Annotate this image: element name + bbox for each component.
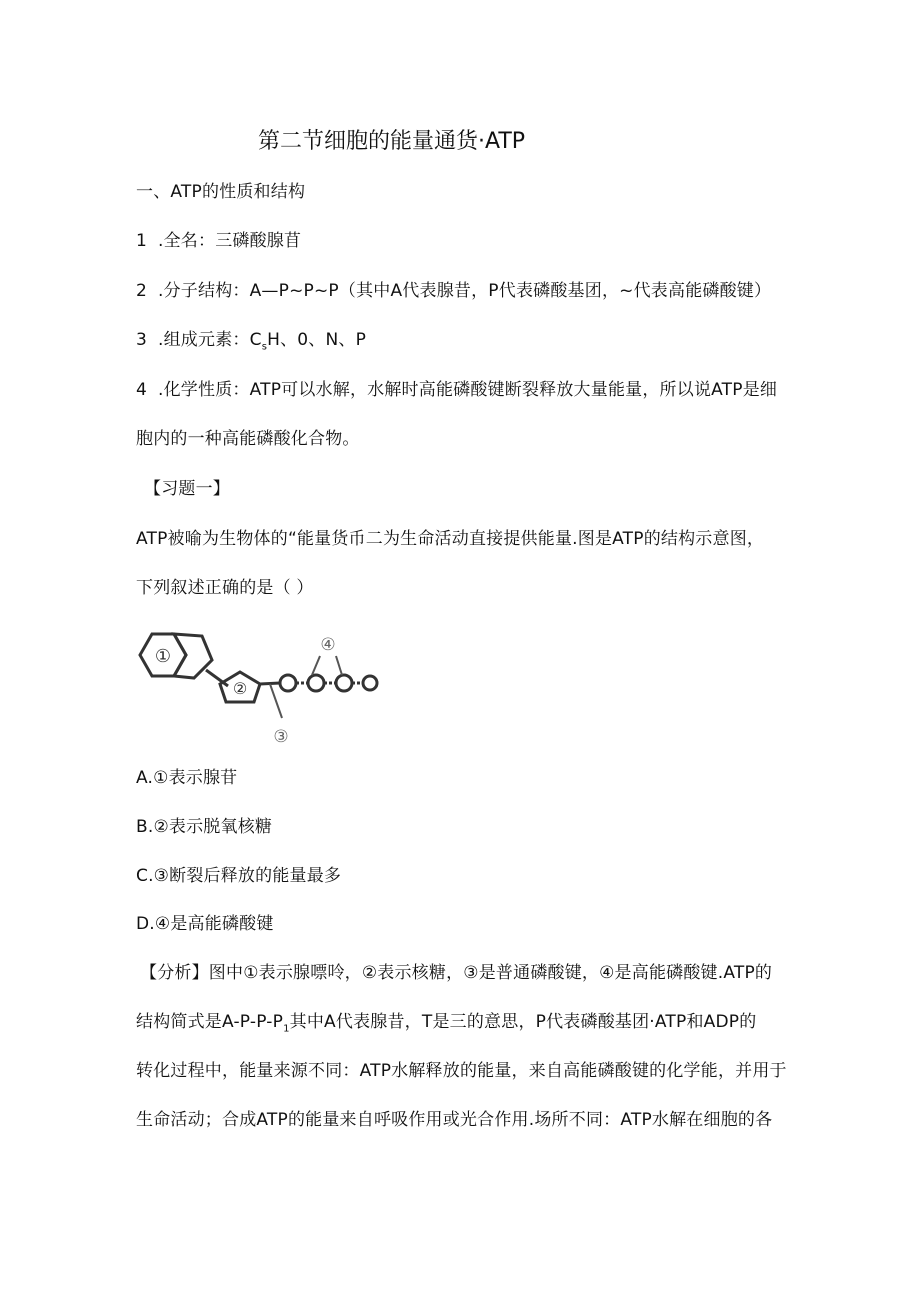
item-text: .组成元素：C — [158, 330, 262, 350]
option-b: B.②表示脱氧核糖 — [136, 817, 273, 837]
question-line-2: 下列叙述正确的是（ ） — [136, 578, 314, 598]
item-2 — [136, 279, 771, 303]
subscript: s — [261, 341, 268, 353]
label-1: ① — [154, 646, 172, 667]
option-c: C.③断裂后释放的能量最多 — [136, 866, 342, 886]
subscript: 1 — [283, 1023, 290, 1035]
base-sugar-bond — [206, 670, 228, 686]
option-d: D.④是高能磷酸键 — [136, 914, 274, 934]
phosphate-1 — [280, 675, 296, 691]
phosphate-4 — [363, 676, 377, 690]
page-title: 第二节细胞的能量通货·ATP — [258, 129, 526, 154]
item-number: 2 — [136, 281, 148, 301]
sugar-phosphate-bond — [260, 683, 280, 684]
item-text: .全名：三磷酸腺苜 — [158, 231, 302, 251]
item-3 — [136, 328, 366, 359]
pointer-4-line-a — [312, 656, 320, 675]
item-4 — [136, 378, 777, 402]
pointer-4-line-b — [336, 656, 342, 675]
item-number: 3 — [136, 330, 148, 350]
phosphate-2 — [308, 675, 324, 691]
option-a: A.①表示腺苷 — [136, 768, 238, 788]
label-3: ③ — [273, 727, 289, 747]
item-number: 4 — [136, 380, 148, 400]
item-number: 1 — [136, 231, 148, 251]
item-text-continued: H、0、N、P — [267, 330, 367, 350]
analysis-line-2 — [136, 1010, 756, 1041]
exercise-label: 【习题一】 — [144, 479, 230, 499]
label-4: ④ — [320, 635, 336, 655]
analysis-text: 结构简式是A-P-P-P — [136, 1012, 284, 1032]
analysis-line-4: 生命活动；合成ATP的能量来自呼吸作用或光合作用.场所不同：ATP水解在细胞的各 — [136, 1110, 773, 1130]
question-line-1: ATP被喻为生物体的“能量货币二为生命活动直接提供能量.图是ATP的结构示意图， — [136, 529, 765, 549]
analysis-line-3: 转化过程中，能量来源不同：ATP水解释放的能量，来自高能磷酸键的化学能，并用于 — [136, 1061, 787, 1081]
pointer-3-line — [270, 684, 282, 718]
analysis-line-1: 【分析】图中①表示腺嘌呤，②表示核糖，③是普通磷酸键，④是高能磷酸键.ATP的 — [140, 963, 773, 983]
item-4-continued: 胞内的一种高能磷酸化合物。 — [136, 429, 360, 449]
analysis-text-continued: 其中A代表腺昔，T是三的意思，P代表磷酸基团·ATP和ADP的 — [289, 1012, 757, 1032]
atp-structure-diagram — [130, 622, 390, 752]
item-text: .化学性质：ATP可以水解，水解时高能磷酸键断裂释放大量能量，所以说ATP是细 — [158, 380, 778, 400]
section-heading: 一、ATP的性质和结构 — [136, 182, 306, 202]
label-2: ② — [232, 679, 248, 698]
item-text: .分子结构：A—P~P~P（其中A代表腺昔，P代表磷酸基团，~代表高能磷酸键） — [158, 281, 772, 301]
item-1 — [136, 229, 301, 253]
phosphate-3 — [336, 675, 352, 691]
